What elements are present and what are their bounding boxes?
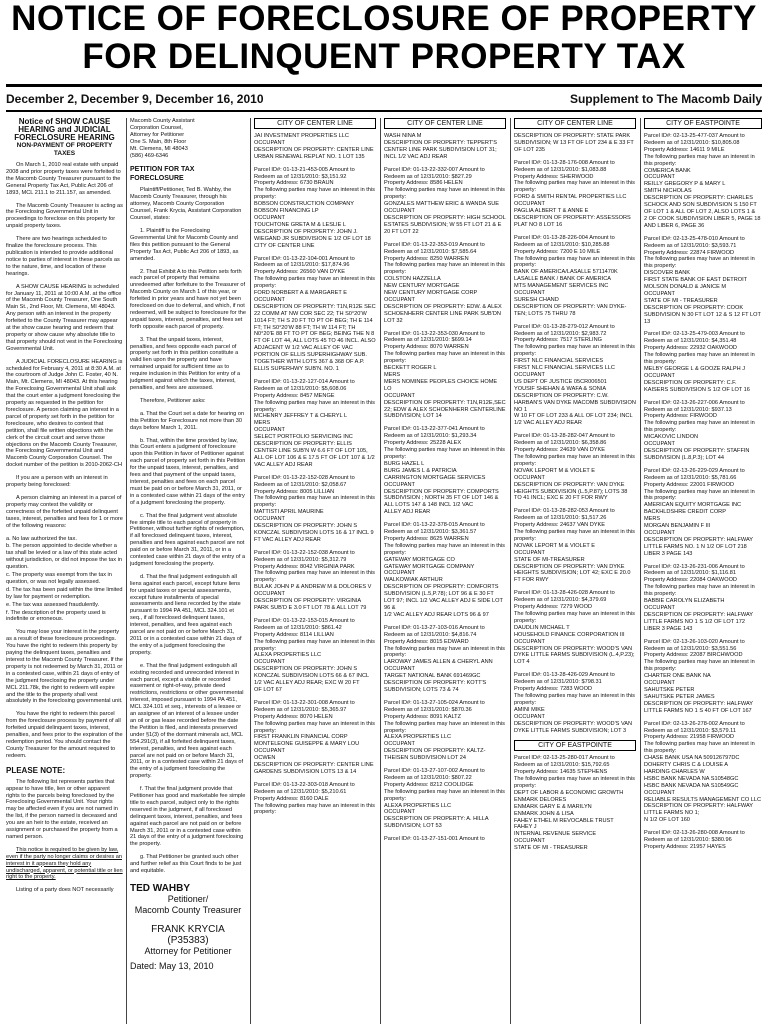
- parcel-entry: Parcel ID#: 01-13-22-332-007 Amount to Redeem as of 12/31/2010: $827.29 Property Address: 8586 HELEN The following parties may have an interest in this property: GONZALES MATTHEW ERIC & WANDA SUE OCCUPANT DESCRIPTION OF PROPERTY: HIGH SCHOOL ESTATES SUBDIVISION; W 55 FT LOT 21 & E 20 FT LOT 22: [384, 166, 506, 235]
- petition-paragraph: g. That Petitioner be granted such other and further relief as this Court finds to be just and equitable.: [130, 854, 242, 875]
- notice-paragraph: There are two hearings scheduled to finalize the foreclosure process. This publication is intended to provide additional notice to parties of interest in these parcels as to the nature, time, and location of these hearings.: [6, 236, 120, 277]
- parcel-entry: DESCRIPTION OF PROPERTY: STATE PARK SUBDIVISION; W 13 FT OF LOT 234 & E 33 FT OF LOT 235: [514, 133, 634, 153]
- contact-line: Macomb County Assistant: [130, 118, 195, 124]
- parcel-entry: Parcel ID#: 01-13-22-353-030 Amount to Redeem as of 12/31/2010: $699.14 Property Address: 8070 WARREN The following parties may have an interest in this property: BECKETT ROGER L MERS MERS NOMINEE PEOPLES CHOICE HOME LO OCCUPANT DESCRIPTION OF PROPERTY: T1N,R12E,SEC 22; EDW & ALEX SCHOENHERR CENTERLINE SUBDIVISION; LOT 14: [384, 330, 506, 420]
- notice-paragraph: If you are a person with an interest in property being foreclosed:: [6, 475, 108, 489]
- parcel-entry: Parcel ID#: 02-13-26-231-006 Amount to Redeem as of 12/31/2010: $1,116.81 Property Address: 22084 OAKWOOD The following parties may have an interest in this property: BABBIE CAROLYN ELIZABETH OCCUPANT DESCRIPTION OF PROPERTY: HALFWAY LITTLE FARMS NO 1 S 1/2 OF LOT 172 LIBER 3 PAGE 143: [644, 563, 755, 632]
- signature-block: [130, 883, 246, 972]
- petition-paragraph: d. That the final judgment extinguish all liens against each parcel, except future liens for unpaid taxes or special assessments, except future installments of special assessments and liens recorded by the state pursuant to 1994 PA 451, MCL 324.101 et seq., if all foreclosed delinquent taxes, interest, penalties, and fees against each parcel are not paid on or before March 31, 2011 or in a contested case within 21 days of the entry of a judgment foreclosing the property.: [130, 573, 242, 656]
- attorney-name: FRANK KRYCIA (P35383): [151, 924, 225, 946]
- notice-heading-line: FORECLOSURE HEARING: [14, 133, 115, 142]
- please-note-heading: PLEASE NOTE:: [6, 765, 66, 775]
- publication-dates: December 2, December 9, December 16, 2010: [6, 92, 264, 106]
- notice-paragraph: The Macomb County Treasurer is acting as the Foreclosing Governmental Unit in proceedings to foreclose on this property for unpaid property taxes.: [6, 202, 123, 230]
- parcel-entry: Parcel ID#: 02-13-25-478-010 Amount to Redeem as of 12/31/2010: $3,593.71 Property Address: 22874 FIRWOOD The following parties may have an interest in this property: DISCOVER BANK FIRST STATE BANK OF EAST DETROIT MOLSON DONALD & JANICE M OCCUPANT STATE OF MI - TREASURER DESCRIPTION OF PROPERTY: COOK SUBDIVISION N 30 FT LOT 12 & S 12 FT LOT 13: [644, 235, 761, 325]
- parcel-entry: Parcel ID#: 02-13-26-103-020 Amount to Redeem as of 12/31/2010: $3,551.56 Property Address: 22087 BIRCHWOOD The following parties may have an interest in this property: CHARTER ONE BANK NA OCCUPANT SAHUTSKE PETER SAHUTSKE PETER JAMES DESCRIPTION OF PROPERTY: HALFWAY LITTLE FARMS NO 1 S 40 FT OF LOT 167: [644, 638, 755, 714]
- notice-heading-line: HEARING and JUDICIAL: [18, 125, 111, 134]
- parcel-entry: Parcel ID#: 01-13-28-426-028 Amount to Redeem as of 12/31/2010: $4,379.69 Property Address: 7279 WOOD The following parties may have an interest in this property: DAUDLIN MICHAEL T HOUSEHOLD FINANCE CORPORATION III OCCUPANT DESCRIPTION OF PROPERTY: WOOD'S VAN DYKE LITTLE FARMS SUBDIVISION (L.4,P.23); LOT 4: [514, 590, 635, 666]
- parcel-entry: JAI INVESTMENT PROPERTIES LLC OCCUPANT DESCRIPTION OF PROPERTY: CENTER LINE URBAN RENEWAL REPLAT NO. 1 LOT 135: [254, 133, 374, 160]
- parcel-entry: Parcel ID#: 01-13-22-152-038 Amount to Redeem as of 12/31/2010: $5,312.79 Property Address: 8042 VIRGINIA PARK The following parties may have an interest in this property: BULAK JOHN P & ANDREW M & DOLORES V OCCUPANT DESCRIPTION OF PROPERTY: VIRGINIA PARK SUB'D E 3.0 FT LOT 78 & ALL LOT 79: [254, 549, 375, 611]
- parcel-entry: Parcel ID#: 01-13-22-301-008 Amount to Redeem as of 12/31/2010: $5,365.97 Property Address: 8070 HELEN The following parties may have an interest in this property: FIRST FRANKLIN FINANCIAL CORP MONTELEONE GUISEPPE & MARY LOU OCCUPANT OCWEN DESCRIPTION OF PROPERTY: CENTER LINE GARDENS SUBDIVISION LOTS 13 & 14: [254, 699, 375, 775]
- column-listing-2: [384, 118, 506, 1024]
- dateline: [6, 89, 762, 109]
- petition-heading: PETITION FOR TAX FORECLOSURE: [130, 166, 195, 183]
- notice-reason: a. No law authorized the tax.: [6, 535, 77, 542]
- city-heading: CITY OF CENTER LINE: [384, 118, 506, 129]
- parcel-entry: Parcel ID#: 01-13-22-104-001 Amount to Redeem as of 12/31/2010: $17,874.96 Property Address: 26560 VAN DYKE The following parties may have an interest in this property: FORD NORBERT A & MARGARET E OCCUPANT DESCRIPTION OF PROPERTY: T1N,R12E SEC 22 COMM AT NW COR SEC 22; TH S0°20'W 1014 FT; TH S 20 FT TO PT OF BEG; TH E 114 FT; TH S0°20'W 88 FT; TH W 114 FT; TH N0°20'E 88 FT TO PT OF BEG; BEING THE N 8 FT OF LOT 44, ALL LOTS 45 TO 46 INCL. ALSO ADJACENT W 1/2 VAC ALLEY OF VAC PORTION OF ELLIS SUPERHIGHWAY SUB. TOGETHER WITH LOTS 367 & 368 OF A.P. ELLIS SUPERHWY SUB'N. NO. 1: [254, 255, 376, 372]
- petition-paragraph: a. That the Court set a date for hearing on this Petition for Foreclosure not more than 30 days before March 1, 2011.: [130, 410, 245, 431]
- column-divider: [510, 118, 511, 1024]
- notice-paragraph: Listing of a party does NOT necessarily: [16, 887, 114, 894]
- petition-paragraph: c. That the final judgment vest absolute fee simple title to each parcel of property in Petitioner, without further rights of redemption, if all foreclosed delinquent taxes, interest, penalties and fees against each parcel are not paid on or before March 31, 2011, or in a contested case within 21 days of the entry of a judgment foreclosing the property.: [130, 512, 246, 567]
- parcel-entry: Parcel ID#: 02-13-26-278-002 Amount to Redeem as of 12/31/2010: $3,579.11 Property Address: 21958 FIRWOOD The following parties may have an interest in this property: CHASE BANK USA NA 509126797DC DOHERTY CHRIS C & LOUISE A HARDING CHARLES W HSBC BANK NEVADA NA S10548GC HSBC BANK NEVADA NA S10549GC OCCUPANT RELIABLE RESULTS MANAGEMENT CO LLC DESCRIPTION OF PROPERTY: HALFWAY LITTLE FARMS NO 1; N 1/2 OF LOT 160: [644, 720, 761, 824]
- parcel-entry: Parcel ID#: 01-13-22-153-015 Amount to Redeem as of 12/31/2010: $861.42 Property Address: 8114 LILLIAN The following parties may have an interest in this property: ALEXA PROPERTIES LLC OCCUPANT DESCRIPTION OF PROPERTY: JOHN S KONCZAL SUBDIVISION LOTS 66 & 67 INCL 1/2 VAC ALLEY ADJ REAR; EXC W 20 FT OF LOT 67: [254, 617, 375, 693]
- column-divider: [380, 118, 381, 1024]
- notice-paragraph: This notice is required to be given by law, even if the party no longer claims or desires an interest in it appears they hold any undischarged, apparent, or potential title or lien right to the property.: [6, 846, 123, 881]
- parcel-entry: Parcel ID#: 01-13-27-103-016 Amount to Redeem as of 12/31/2010: $4,816.74 Property Address: 8015 EDWARD The following parties may have an interest in this property: LAROWAY JAMES ALLEN & CHERYL ANN OCCUPANT TARGET NATIONAL BANK 691469GC DESCRIPTION OF PROPERTY: KOTT'S SUBDIVISION; LOTS 73 & 74: [384, 624, 505, 693]
- parcel-entry: Parcel ID#: 02-13-26-227-006 Amount to Redeem as of 12/31/2010: $937.13 Property Address: FIRWOOD The following parties may have an interest in this property: MICAKOVIC LINDON OCCUPANT DESCRIPTION OF PROPERTY: STAFFIN SUBDIVISION (L.8,P.3); LOT 44: [644, 399, 755, 461]
- notice-reason: d. The tax has been paid within the time limited by law for payment or redemption.: [6, 586, 123, 600]
- treasurer-name: TED WAHBY: [130, 883, 190, 894]
- notice-paragraph: A JUDICIAL FORECLOSURE HEARING is scheduled for February 4, 2011 at 8:30 A.M. at the courtroom of Judge John C. Foster, 40 N. Main, Mt. Clemens, MI 48043. At this hearing the Foreclosing Governmental Unit shall ask that the court enter a judgment foreclosing the property as requested in the petition for foreclosure. A person claiming an interest in a parcel of property set forth in the petition for foreclosure, who desires to contest that petition, shall file written objections with the clerk of the circuit court and serve those objections on the Macomb County Treasurer, the Foreclosing Governmental Unit and Macomb County Corporation Counsel. The docket number of the petition is 2010-2062-CH: [6, 358, 123, 469]
- parcel-entry: Parcel ID#: 01-13-22-353-019 Amount to Redeem as of 12/31/2010: $7,585.64 Property Address: 8250 WARREN The following parties may have an interest in this property: COLSTON HAZZELLA NEW CENTURY MORTGAGE NEW CENTURY MORTGAGE CORP OCCUPANT DESCRIPTION OF PROPERTY: EDW. & ALEX SCHOENHERR CENTER LINE PARK SUB'DN LOT 32: [384, 241, 505, 324]
- city-heading: CITY OF CENTER LINE: [514, 118, 636, 129]
- contact-block: [130, 118, 246, 159]
- contact-line: Mt. Clemens, MI 48043: [130, 145, 188, 152]
- parcel-entry: Parcel ID#: 01-13-22-127-014 Amount to Redeem as of 12/31/2010: $5,608.06 Property Address: 8457 MENGE The following parties may have an interest in this property: MCHENRY JEFFREY T & CHERYL L MERS OCCUPANT SELECT PORTFOLIO SERVICING INC DESCRIPTION OF PROPERTY: ELLIS CENTER LINE SUB'N W 6.6 FT OF LOT 105, ALL OF LOT 106 & E 17.5 FT OF LOT 107 & 1/2 VAC ALLEY ADJ REAR: [254, 378, 375, 468]
- parcel-entry: Parcel ID#: 01-13-27-107-002 Amount to Redeem as of 12/31/2010: $807.22 Property Address: 8212 COOLIDGE The following parties may have an interest in this property: ALEXA PROPERTIES LLC OCCUPANT DESCRIPTION OF PROPERTY: A. HILLA SUBDIVISION; LOT 53: [384, 768, 505, 830]
- petition-paragraph: 2. That Exhibit A to this Petition sets forth each parcel of property that remains unredeemed after forfeiture to the Treasurer of Macomb County on March 1 of this year, or forfeited in prior years and have not yet been foreclosed on due to deferral, and which, if not redeemed, will be subject to foreclosure for the unpaid taxes, interest, penalties, and fees set forth opposite each parcel of property.: [130, 268, 246, 330]
- treasurer-title: Petitioner/: [167, 894, 209, 904]
- notice-reason: e. The tax was assessed fraudulently.: [6, 601, 100, 608]
- parcel-entry: Parcel ID#: 02-13-26-229-029 Amount to Redeem as of 12/31/2010: $5,781.66 Property Address: 22001 FIRWOOD The following parties may have an interest in this property: AMERICAN EQUITY MORTGAGE INC BACKHLDSHRE CREDIT CORP MERS MORGAN BENJAMIN F III OCCUPANT DESCRIPTION OF PROPERTY: HALFWAY LITTLE FARMS NO. 1 N 1/2 OF LOT 218 LIBER 3 PAGE 143: [644, 467, 755, 557]
- attorney-title: Attorney for Petitioner: [144, 946, 232, 956]
- dateline-rule: [6, 110, 762, 112]
- column-listing-3: [514, 118, 636, 1024]
- contact-line: One S. Main, 8th Floor: [130, 138, 187, 145]
- contact-line: Attorney for Petitioner: [130, 131, 185, 138]
- parcel-entry: Parcel ID#: 01-13-28-282-047 Amount to Redeem as of 12/31/2010: $6,358.86 Property Address: 24639 VAN DYKE The following parties may have an interest in this property: NOVAK LEPORT M & VIOLET E OCCUPANT DESCRIPTION OF PROPERTY: VAN DYKE HEIGHTS SUBDIVISION (L.5,P.87); LOTS 38 TO 41 INCL; EXC E 20 FT FOR RWY: [514, 433, 635, 502]
- parcel-entry: Parcel ID#: 01-13-22-152-028 Amount to Redeem as of 12/31/2010: $2,058.67 Property Address: 8005 LILLIAN The following parties may have an interest in this property: MATTISTI APRIL MAURINE OCCUPANT DESCRIPTION OF PROPERTY: JOHN S KONCZAL SUBDIVISION LOTS 16 & 17 INCL 9 FT VAC ALLEY ADJ REAR: [254, 474, 375, 543]
- parcel-entry: Parcel ID#: 01-13-28-176-008 Amount to Redeem as of 12/31/2010: $1,083.88 Property Address: SHERWOOD The following parties may have an interest in this property: FORD & SMITH RENTAL PROPERTIES LLC OCCUPANT PAGLIA ALBERT T & ANNE E DESCRIPTION OF PROPERTY: ASSESSORS PLAT NO 8 LOT 16: [514, 159, 635, 228]
- petition-paragraph: Therefore, Petitioner asks:: [140, 397, 206, 404]
- parcel-entry: Parcel ID#: 02-13-25-477-037 Amount to Redeem as of 12/31/2010: $10,805.08 Property Address: 14611 9 MILE The following parties may have an interest in this property: COMERICA BANK OCCUPANT REILLY GREGORY P & MARY L SMITH NICHOLAS DESCRIPTION OF PROPERTY: CHARLES SCHOCK AND SON SUBDIVISION S 150 FT OF LOT 1 & ALL OF LOT 2, ALSO LOTS 1 & 2 OF COOK SUBDIVISION LIBER 5, PAGE 18 AND LIBER 6, PAGE 36: [644, 133, 761, 229]
- notice-heading: [6, 118, 123, 158]
- title-line-2: FOR DELINQUENT PROPERTY TAX: [82, 37, 686, 76]
- notice-paragraph: You have the right to redeem this parcel from the foreclosure process by payment of all forfeited unpaid delinquent taxes, interest, penalties, and fees prior to the expiration of the redemption period. You should contact the County Treasurer for the amount required to redeem.: [6, 711, 123, 759]
- notice-paragraph: The following list represents parties that appear to have title, lien or other apparent rights to the parcels being foreclosed by the Foreclosing Governmental Unit. Your rights may be affected even if you are not named in the list, if the person named is deceased and you are an heir to the estate, received an assignment or purchased the property from a named person.: [6, 778, 118, 840]
- column-listing-4: [644, 118, 762, 1024]
- notice-reason: f. The description of the property used is indefinite or erroneous.: [6, 609, 106, 623]
- title-line-1: NOTICE OF FORECLOSURE OF PROPERTY: [11, 0, 757, 38]
- parcel-entry: Parcel ID#: 01-13-27-151-001 Amount to: [384, 836, 485, 843]
- parcel-entry: Parcel ID#: 01-13-22-377-041 Amount to Redeem as of 12/31/2010: $1,293.34 Property Address: 25228 ALEX The following parties may have an interest in this property: BURG HAZEL L BURG JAMES L & PATRICIA CARRINGTON MORTGAGE SERVICES OCCUPANT DESCRIPTION OF PROPERTY: COMPORTS SUBDIVISION ; NORTH 35 FT OF LOT 146 & ALL LOTS 147 & 148 INCL 1/2 VAC ALLEY ADJ REAR: [384, 426, 505, 516]
- column-notice: [6, 118, 123, 1024]
- parcel-entry: Parcel ID#: 01-13-22-378-015 Amount to Redeem as of 12/31/2010: $3,361.57 Property Address: 8625 WARREN The following parties may have an interest in this property: GATEWAY MORTGAGE CO GATEWAY MORTGAGE COMPANY OCCUPANT WALKOWIAK ARTHUR DESCRIPTION OF PROPERTY: COMFORTS SUBDIVISION (L.5,P.78); LOT 96 & E 30 FT LOT 97; INCL 1/2 VAC ALLEY ADJ E SIDE LOT 96 & 1/2 VAC ALLEY ADJ REAR LOTS 96 & 97: [384, 522, 505, 618]
- column-divider: [640, 118, 641, 1024]
- notice-reason: b. The person appointed to decide whether a tax shall be levied or a law of this state acted without jurisdiction, or did not impose the tax in question.: [6, 543, 122, 571]
- city-heading: CITY OF CENTER LINE: [254, 118, 376, 129]
- parcel-entry: Parcel ID#: 01-13-28-279-012 Amount to Redeem as of 12/31/2010: $2,983.72 Property Address: 7517 STERLING The following parties may have an interest in this property: FIRST NLC FINANCIAL SERVICES FIRST NLC FINANCIAL SERVICES LLC OCCUPANT US DEPT OF JUSTICE 05CR006501 YOUSIF SHEHAN & WAFA & SONIA DESCRIPTION OF PROPERTY: C.W. HARBAN'S VAN DYKE MACOMB SUBDIVISION NO 1 W 10 FT OF LOT 233 & ALL OF LOT 234; INCL 1/2 VAC ALLEY ADJ REAR: [514, 323, 636, 427]
- contact-line: Corporation Counsel,: [130, 124, 183, 131]
- notice-reason: c. The property was exempt from the tax in question, or was not legally assessed.: [6, 572, 112, 585]
- petition-paragraph: e. That the final judgment extinguish all existing recorded and unrecorded interest in each parcel, except a visible or recorded easement or right-of-way, private deed restrictions, restrictions or other governmental interest, imposed pursuant to 1994 PA 451, MCL 324.101 et seq., interests of a lessee or an assignee of an interest of a lessee under an oil or gas lease recorded before the date the Petition is filed, and interests preserved under §1(3) of the dormant minerals act, MCL 554.291(3), if all forfeited delinquent taxes, interest, penalties, and fees against each parcel are not paid on or before March 31, 2011, or in a contested case within 21 days of the entry of a judgment foreclosing the property.: [130, 662, 244, 780]
- column-divider: [250, 118, 251, 1024]
- notice-paragraph: A SHOW CAUSE HEARING is scheduled for January 11, 2011 at 10:00 A.M. at the office of the Macomb County Treasurer, One South Main St., 2nd Floor, Mt. Clemens, MI 48043. Any person with an interest in the property forfeited to the County Treasurer may appear at the show cause hearing and redeem that property or show cause why absolute title to that property should not vest in the Foreclosing Governmental Unit.: [6, 283, 123, 352]
- column-divider: [126, 118, 127, 1024]
- masthead-rule: [6, 84, 762, 87]
- supplement-label: Supplement to The Macomb Daily: [569, 92, 762, 106]
- parcel-entry: Parcel ID#: 01-13-28-426-029 Amount to Redeem as of 12/31/2010: $798.31 Property Address: 7283 WOOD The following parties may have an interest in this property: AMINI MIKE OCCUPANT DESCRIPTION OF PROPERTY: WOOD'S VAN DYKE LITTLE FARMS SUBDIVISION; LOT 3: [514, 672, 635, 734]
- column-petition: [130, 118, 246, 1024]
- notice-paragraph: On March 1, 2010 real estate with unpaid 2008 and prior property taxes were forfeited to the Macomb County Treasurer pursuant to the General Property Tax Act, Public Act 206 of 1893, MCL 211.1 to 211.157, as amended.: [6, 162, 121, 196]
- notice-heading-line: Notice of SHOW CAUSE: [18, 118, 111, 126]
- masthead-title: [0, 0, 768, 82]
- parcel-entry: Parcel ID#: 02-13-25-479-003 Amount to Redeem as of 12/31/2010: $4,351.48 Property Address: 22932 OAKWOOD The following parties may have an interest in this property: MELBY GEORGE L & GOOZE RALPH J OCCUPANT DESCRIPTION OF PROPERTY: C.F. KAISERS SUBDIVISION S 1/2 OF LOT 16: [644, 331, 755, 393]
- dated-line: Dated: May 13, 2010: [130, 961, 214, 971]
- parcel-entry: Parcel ID#: 01-13-27-105-024 Amount to Redeem as of 12/31/2010: $870.36 Property Address: 8091 KALTZ The following parties may have an interest in this property: ALEXA PROPERTIES LLC OCCUPANT DESCRIPTION OF PROPERTY: KALTZ-THEISEN SUBDIVISION LOT 24: [384, 699, 505, 762]
- parcel-entry: Parcel ID#: 01-13-21-453-005 Amount to Redeem as of 12/31/2010: $3,151.92 Property Address: 6730 BRAUN The following parties may have an interest in this property: BOBSON CONSTRUCTION COMPANY BOBSON FINANCING LP OCCUPANT TOUCHTONE GRETA M & LESLIE L DESCRIPTION OF PROPERTY: JOHN J. WIEGAND JR SUBDIVISION E 1/2 OF LOT 18 CITY OF CENTER LINE: [254, 166, 375, 249]
- notice-paragraph: You may lose your interest in the property as a result of these foreclosure proceedings. You have the right to redeem this property by paying the delinquent taxes, penalties and interest to the Macomb County Treasurer. If the property is not redeemed by March 31, 2011 or in a contested case, within 21 days of entry of the judgment foreclosing the property under MCL 211.78k, the right to redeem will expire and the title to the property shall vest absolutely in the foreclosing governmental unit.: [6, 629, 123, 705]
- parcel-entry: Parcel ID#: 01-13-22-303-018 Amount to Redeem as of 12/31/2010: $5,210.61 Property Address: 8160 DALE The following parties may have an interest in this property:: [254, 781, 375, 816]
- notice-heading-line: NON-PAYMENT OF PROPERTY TAXES: [16, 142, 113, 157]
- column-listing-1: [254, 118, 376, 1024]
- petition-paragraph: b. That, within the time provided by law, this Court enters a judgment of foreclosure upon this Petition in favor of Petitioner against each parcel of property set forth in this Petition for the unpaid taxes, interest, penalties, and fees and that payment of the unpaid taxes, interest, penalties and fees on each parcel must be paid on or before March 31, 2011, or in a contested case within 21 days of the entry of a judgment foreclosing the property.: [130, 437, 246, 506]
- petition-paragraph: Plaintiff/Petitioner, Ted B. Wahby, the Macomb County Treasurer, through his attorney, Macomb County Corporation Counsel, Frank Krycia, Assistant Corporation Counsel, states:: [130, 187, 242, 222]
- notice-paragraph: A person claiming an interest in a parcel of property may contest the validity or correctness of the forfeited unpaid delinquent taxes, interest, penalties and fees for 1 or more of the following reasons:: [6, 494, 123, 529]
- treasurer-title: Macomb County Treasurer: [134, 905, 242, 915]
- parcel-entry: Parcel ID#: 01-13-28-226-004 Amount to Redeem as of 12/31/2010: $10,285.88 Property Address: 7200 E 10 MILE The following parties may have an interest in this property: BANK OF AMERICA/LASALLE 5711470K LASALLE BANK / BANK OF AMERICA MTS MANAGEMENT SERVICES INC OCCUPANT SURESH CHAND DESCRIPTION OF PROPERTY: VAN DYKE-TEN; LOTS 75 THRU 78: [514, 234, 635, 317]
- petition-paragraph: f. That the final judgment provide that Petitioner has good and marketable fee simple title to each parcel, subject only to the rights reserved in the judgment, if all foreclosed delinquent taxes, interest, penalties, and fees against each parcel are not paid on or before March 31, 2011 or in a contested case within 21 days of the entry of a judgment foreclosing the property.: [130, 786, 246, 848]
- city-heading: CITY OF EASTPOINTE: [514, 740, 636, 751]
- petition-paragraph: 3. That the unpaid taxes, interest, penalties, and fees opposite each parcel of property set forth in this petition constitute a valid lien upon the property and have remained unpaid for sufficient time as to require inclusion in this Petition for entry of a judgment against which the taxes, interest, penalties, and fees are assessed.: [130, 336, 241, 391]
- parcel-entry: Parcel ID#: 02-13-25-280-017 Amount to Redeem as of 12/31/2010: $15,792.65 Property Address: 14635 STEPHENS The following parties may have an interest in this property: DEPT OF LABOR & ECONOMIC GROWTH ENMARK DELORES ENMARK GARY E & MARILYN ENMARK JOHN & LISA FAHEY ETHEL M REVOCABLE TRUST FAHEY J INTERNAL REVENUE SERVICE OCCUPANT STATE OF MI - TREASURER: [514, 755, 635, 852]
- contact-line: (586) 469-6346: [130, 152, 169, 159]
- parcel-entry: WASH NINA M DESCRIPTION OF PROPERTY: TEPPERT'S CENTER LINE PARK SUBDIVISION LOT 31; INCL 1/2 VAC ADJ REAR: [384, 133, 497, 160]
- parcel-entry: Parcel ID#: 02-13-26-280-008 Amount to Redeem as of 12/31/2010: $380.96 Property Address: 21957 HAYES: [644, 830, 745, 850]
- city-heading: CITY OF EASTPOINTE: [644, 118, 762, 129]
- parcel-entry: Parcel ID#: 01-13-28-282-053 Amount to Redeem as of 12/31/2010: $1,517.26 Property Address: 24637 VAN DYKE The following parties may have an interest in this property: NOVAK LEPORT M & VIOLET E OCCUPANT STATE OF MI-TREASURER DESCRIPTION OF PROPERTY: VAN DYKE HEIGHTS SUBDIVISION; LOT 42; EXC E 20.0 FT FOR RWY: [514, 508, 635, 584]
- petition-paragraph: 1. Plaintiff is the Foreclosing Governmental Unit for Macomb County and files this petition pursuant to the General Property Tax Act, Public Act 206 of 1893, as amended.: [130, 227, 239, 262]
